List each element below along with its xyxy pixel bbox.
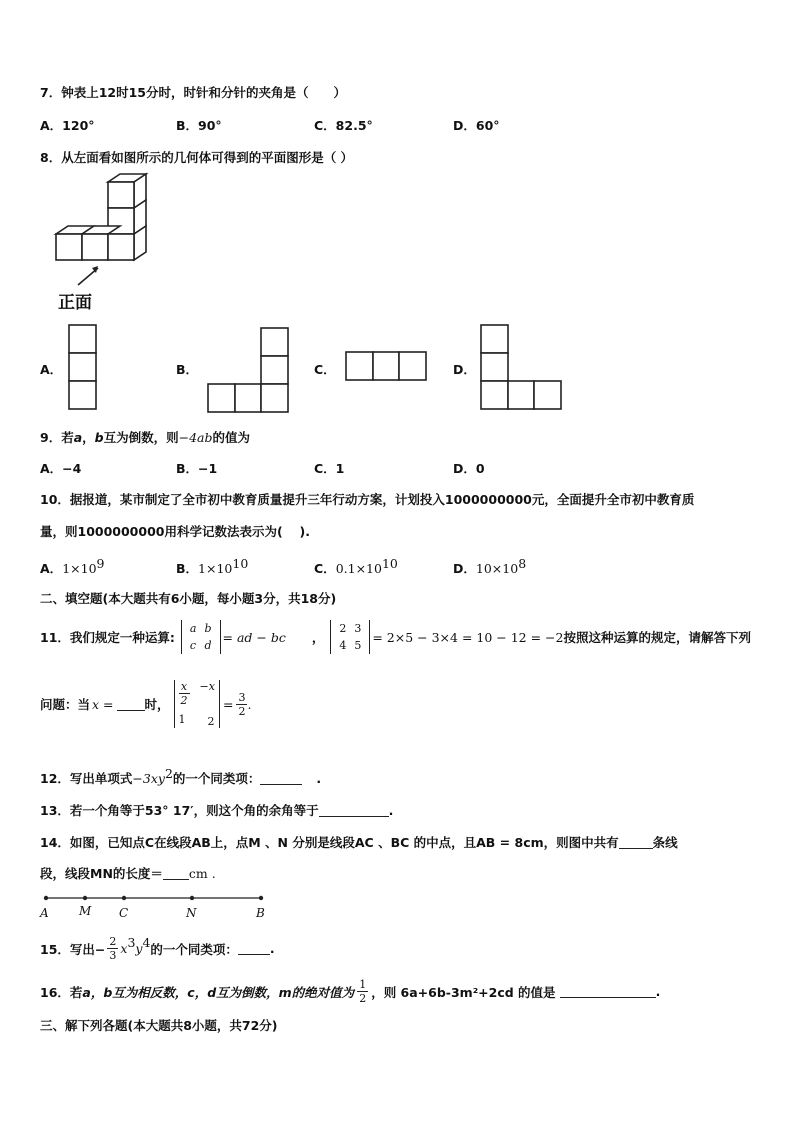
q14-line2: 段，线段MN的长度＝ cm . bbox=[40, 866, 216, 881]
q10-option-b: B．$1\times 10^{10}$ bbox=[176, 556, 249, 577]
q12-line: 12．写出单项式$-3xy^2$的一个同类项： . bbox=[40, 766, 322, 787]
q10-option-d: D．$10\times 10^8$ bbox=[453, 556, 527, 577]
q14-point-n: N bbox=[186, 906, 197, 920]
q7-stem: 7．钟表上12时15分时，时针和分针的夹角是（ ） bbox=[40, 85, 346, 100]
q15-line: 15．写出− $\frac{2}{3}$ x 3 y 4 的一个同类项： . bbox=[40, 935, 275, 962]
q15-answer-blank[interactable] bbox=[238, 942, 270, 955]
q8-option-a-figure bbox=[68, 324, 98, 410]
q14-point-a: A bbox=[40, 906, 49, 920]
q11-determinant-3: $\frac{x}{2}$ −x 1 2 bbox=[174, 680, 220, 728]
q10-line2: 量，则1000000000用科学记数法表示为( ). bbox=[40, 524, 311, 539]
q9-option-d: D．0 bbox=[453, 461, 485, 476]
q7-option-c: C．82.5° bbox=[314, 118, 373, 133]
q11-line2: 问题：当 x = 时， $\frac{x}{2}$ −x 1 2 = $\frac{3}{2}$ . bbox=[40, 680, 252, 728]
q16-answer-blank[interactable] bbox=[560, 985, 656, 998]
q8-front-label: 正面 bbox=[58, 293, 92, 313]
q8-option-b-figure bbox=[207, 327, 291, 415]
section-2-heading: 二、填空题(本大题共有6小题，每小题3分，共18分) bbox=[40, 591, 337, 606]
q10-option-c: C．$0.1\times 10^{10}$ bbox=[314, 556, 398, 577]
q11-answer-blank[interactable] bbox=[117, 698, 145, 711]
q14-point-b: B bbox=[256, 906, 265, 920]
q14-length-blank[interactable] bbox=[163, 867, 189, 880]
q9-option-c: C．1 bbox=[314, 461, 345, 476]
q8-option-d-label: D． bbox=[453, 362, 476, 377]
q14-point-c: C bbox=[119, 906, 129, 920]
q12-answer-blank[interactable] bbox=[260, 772, 302, 785]
q9-stem: 9．若a，b互为倒数，则−4ab的值为 bbox=[40, 430, 251, 445]
q11-line1: 11．我们规定一种运算: a b c d = ad − bc ， 2 3 4 5 = 2×5 − 3×4 = 10 − 12 = −2 按照这种运算的规定，请解答下列 bbox=[40, 622, 752, 652]
q7-option-d: D．60° bbox=[453, 118, 500, 133]
section-3-heading: 三、解下列各题(本大题共8小题，共72分) bbox=[40, 1018, 278, 1033]
q10-option-a: A．$1\times 10^9$ bbox=[40, 556, 105, 577]
q14-line1: 14．如图，已知点C在线段AB上，点M 、N 分别是线段AC 、BC 的中点，且AB = 8cm，则图中共有 条线 bbox=[40, 835, 678, 850]
q16-line: 16．若 a，b互为相反数，c，d互为倒数，m的绝对值为 $\frac{1}{2}$ ，则 6a+6b-3m²+2cd 的值是 . bbox=[40, 978, 661, 1005]
q9-option-b: B．−1 bbox=[176, 461, 218, 476]
q14-segment-figure bbox=[40, 892, 270, 924]
q8-option-b-label: B． bbox=[176, 362, 199, 377]
q8-option-c-label: C． bbox=[314, 362, 336, 377]
q11-determinant-2: 2 3 4 5 bbox=[330, 620, 370, 654]
q10-line1: 10．据报道，某市制定了全市初中教育质量提升三年行动方案，计划投入1000000000元，全面提升全市初中教育质 bbox=[40, 492, 695, 507]
q13-answer-blank[interactable] bbox=[319, 804, 389, 817]
q8-option-c-figure bbox=[345, 351, 429, 383]
q8-option-d-figure bbox=[480, 324, 564, 412]
q8-stem: 8．从左面看如图所示的几何体可得到的平面图形是（ ） bbox=[40, 150, 354, 165]
q7-option-a: A．120° bbox=[40, 118, 95, 133]
q11-determinant-1: a b c d bbox=[181, 620, 221, 654]
q9-option-a: A．−4 bbox=[40, 461, 82, 476]
q13-line: 13．若一个角等于53° 17′，则这个角的余角等于 . bbox=[40, 803, 394, 818]
q14-point-m: M bbox=[79, 904, 92, 918]
q14-count-blank[interactable] bbox=[619, 836, 653, 849]
q8-option-a-label: A． bbox=[40, 362, 63, 377]
q7-option-b: B．90° bbox=[176, 118, 222, 133]
